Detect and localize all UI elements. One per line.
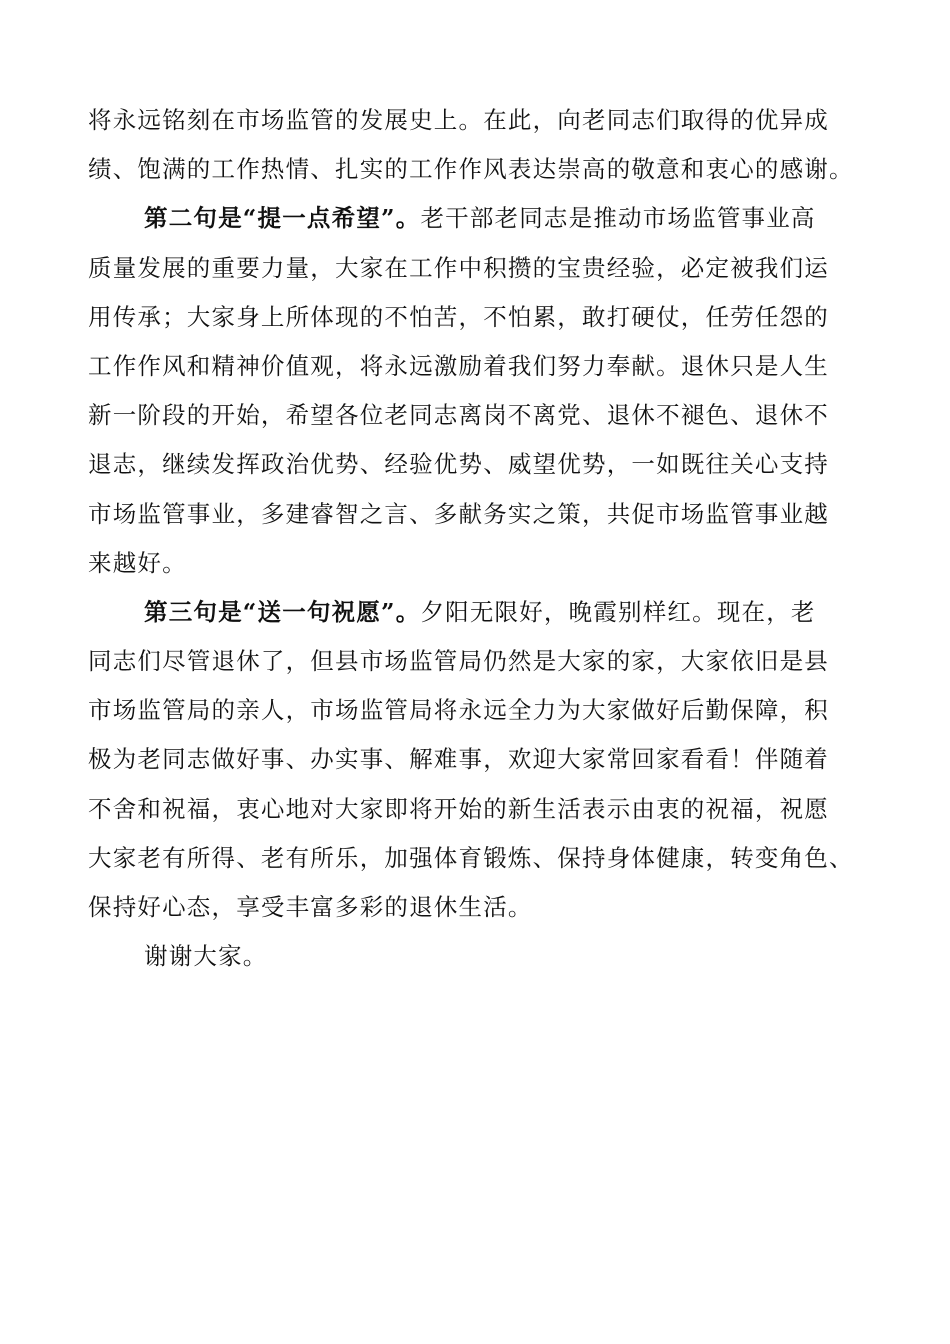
text-line: [88, 194, 878, 243]
closing-paragraph: [88, 932, 878, 981]
text-line: 用传承；大家身上所体现的不怕苦，不怕累，敢打硬仗，任劳任怨的: [88, 302, 829, 331]
text-span: 老干部老同志是推动市场监管事业高: [420, 204, 816, 233]
text-line: 退志，继续发挥政治优势、经验优势、威望优势，一如既往关心支持: [88, 450, 829, 479]
text-line: 来越好。: [88, 548, 187, 577]
text-line: 市场监管局的亲人，市场监管局将永远全力为大家做好后勤保障，积: [88, 696, 829, 725]
text-line: 极为老同志做好事、办实事、解难事，欢迎大家常回家看看！伴随着: [88, 745, 829, 774]
text-line: 保持好心态，享受丰富多彩的退休生活。: [88, 893, 533, 921]
text-line: 不舍和祝福，衷心地对大家即将开始的新生活表示由衷的祝福，祝愿: [88, 794, 829, 823]
text-line: 绩、饱满的工作热情、扎实的工作作风表达崇高的敬意和衷心的感谢。: [88, 155, 854, 184]
text-line: [88, 588, 878, 637]
text-span: 夕阳无限好，晚霞别样红。现在，老: [420, 597, 816, 626]
text-line: 将永远铭刻在市场监管的发展史上。在此，向老同志们取得的优异成: [88, 106, 829, 134]
text-line: 大家老有所得、老有所乐，加强体育锻炼、保持身体健康，转变角色、: [88, 843, 854, 872]
paragraph-1: [88, 96, 878, 194]
paragraph-3: [88, 588, 878, 932]
paragraph-lead-heading: 第二句是“提一点希望”。: [144, 204, 421, 233]
text-line: 工作作风和精神价值观，将永远激励着我们努力奉献。退休只是人生: [88, 351, 829, 380]
closing-line: 谢谢大家。: [144, 942, 268, 971]
text-line: 市场监管事业，多建睿智之言、多献务实之策，共促市场监管事业越: [88, 499, 829, 528]
text-line: 同志们尽管退休了，但县市场监管局仍然是大家的家，大家依旧是县: [88, 647, 829, 676]
text-line: 质量发展的重要力量，大家在工作中积攒的宝贵经验，必定被我们运: [88, 253, 829, 282]
paragraph-2: [88, 194, 878, 588]
text-line: 新一阶段的开始，希望各位老同志离岗不离党、退休不褪色、退休不: [88, 401, 829, 430]
paragraph-lead-heading: 第三句是“送一句祝愿”。: [144, 597, 421, 626]
document-body: [88, 96, 878, 981]
